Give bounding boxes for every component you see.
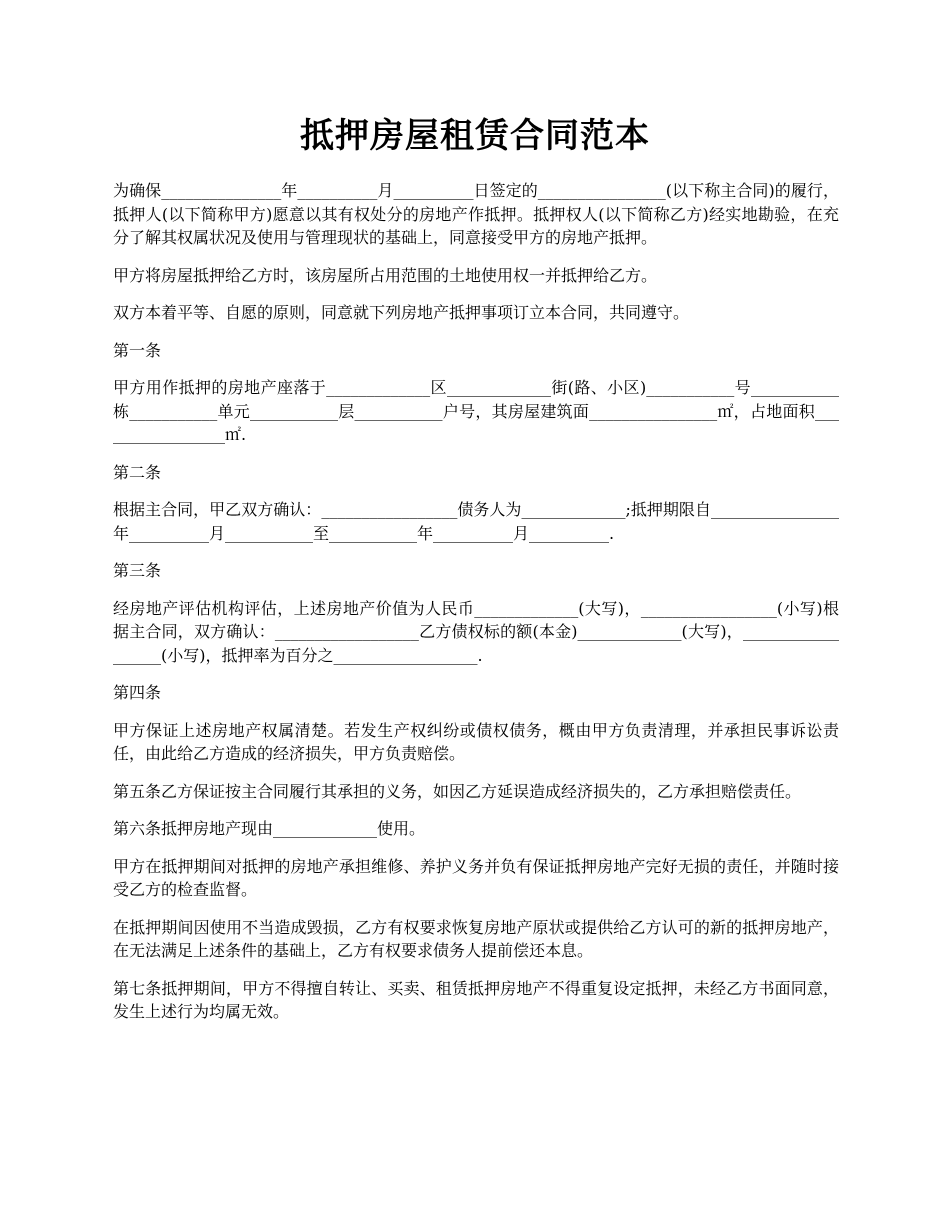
document-body: [113, 179, 839, 1038]
article-4-heading: 第四条: [113, 683, 162, 702]
article-7-text: 第七条抵押期间，甲方不得擅自转让、买卖、租赁抵押房地产不得重复设定抵押，未经乙方书面同意，发生上述行为均属无效。: [113, 978, 839, 1021]
article-1-text: 甲方用作抵押的房地产座落于_____________区_____________街(路、小区)___________号___________栋___________单元___________层___________户号，其房屋建筑面________________㎡，占地面积_________________㎡.: [113, 378, 839, 444]
damage-paragraph: 在抵押期间因使用不当造成毁损，乙方有权要求恢复房地产原状或提供给乙方认可的新的抵押房地产，在无法满足上述条件的基础上，乙方有权要求债务人提前偿还本息。: [113, 917, 839, 960]
maintenance-paragraph: 甲方在抵押期间对抵押的房地产承担维修、养护义务并负有保证抵押房地产完好无损的责任，并随时接受乙方的检查监督。: [113, 856, 839, 899]
article-3-heading: 第三条: [113, 561, 162, 580]
article-5-text: 第五条乙方保证按主合同履行其承担的义务，如因乙方延误造成经济损失的，乙方承担赔偿责任。: [113, 781, 802, 801]
article-1-heading: 第一条: [113, 340, 162, 360]
document-title: 抵押房屋租赁合同范本: [300, 116, 650, 156]
article-4-text: 甲方保证上述房地产权属清楚。若发生产权纠纷或债权债务，概由甲方负责清理，并承担民事诉讼责任，由此给乙方造成的经济损失，甲方负责赔偿。: [113, 720, 839, 763]
intro-paragraph: 为确保_______________年__________月__________日签定的________________(以下称主合同)的履行，抵押人(以下简称甲方)愿意以其有权处分的房地产作抵押。抵押权人(以下简称乙方)经实地勘验，在充分了解其权属状况及使用与管理现状的基础上，同意接受甲方的房地产抵押。: [113, 181, 839, 247]
land-use-paragraph: 甲方将房屋抵押给乙方时，该房屋所占用范围的土地使用权一并抵押给乙方。: [113, 265, 658, 285]
article-2-heading: 第二条: [113, 462, 162, 482]
article-6-text: 第六条抵押房地产现由_____________使用。: [113, 819, 426, 838]
article-2-text: 根据主合同，甲乙双方确认：_________________债务人为_____________;抵押期限自________________年__________月___________至___________年__________月__________.: [113, 500, 839, 543]
article-3-text: 经房地产评估机构评估，上述房地产价值为人民币_____________(大写)，_________________(小写)根据主合同，双方确认：__________________乙方债权标的额(本金)_____________(大写)，__________________(小写)，抵押率为百分之__________________.: [113, 598, 839, 665]
principle-paragraph: 双方本着平等、自愿的原则，同意就下列房地产抵押事项订立本合同，共同遵守。: [113, 303, 690, 322]
